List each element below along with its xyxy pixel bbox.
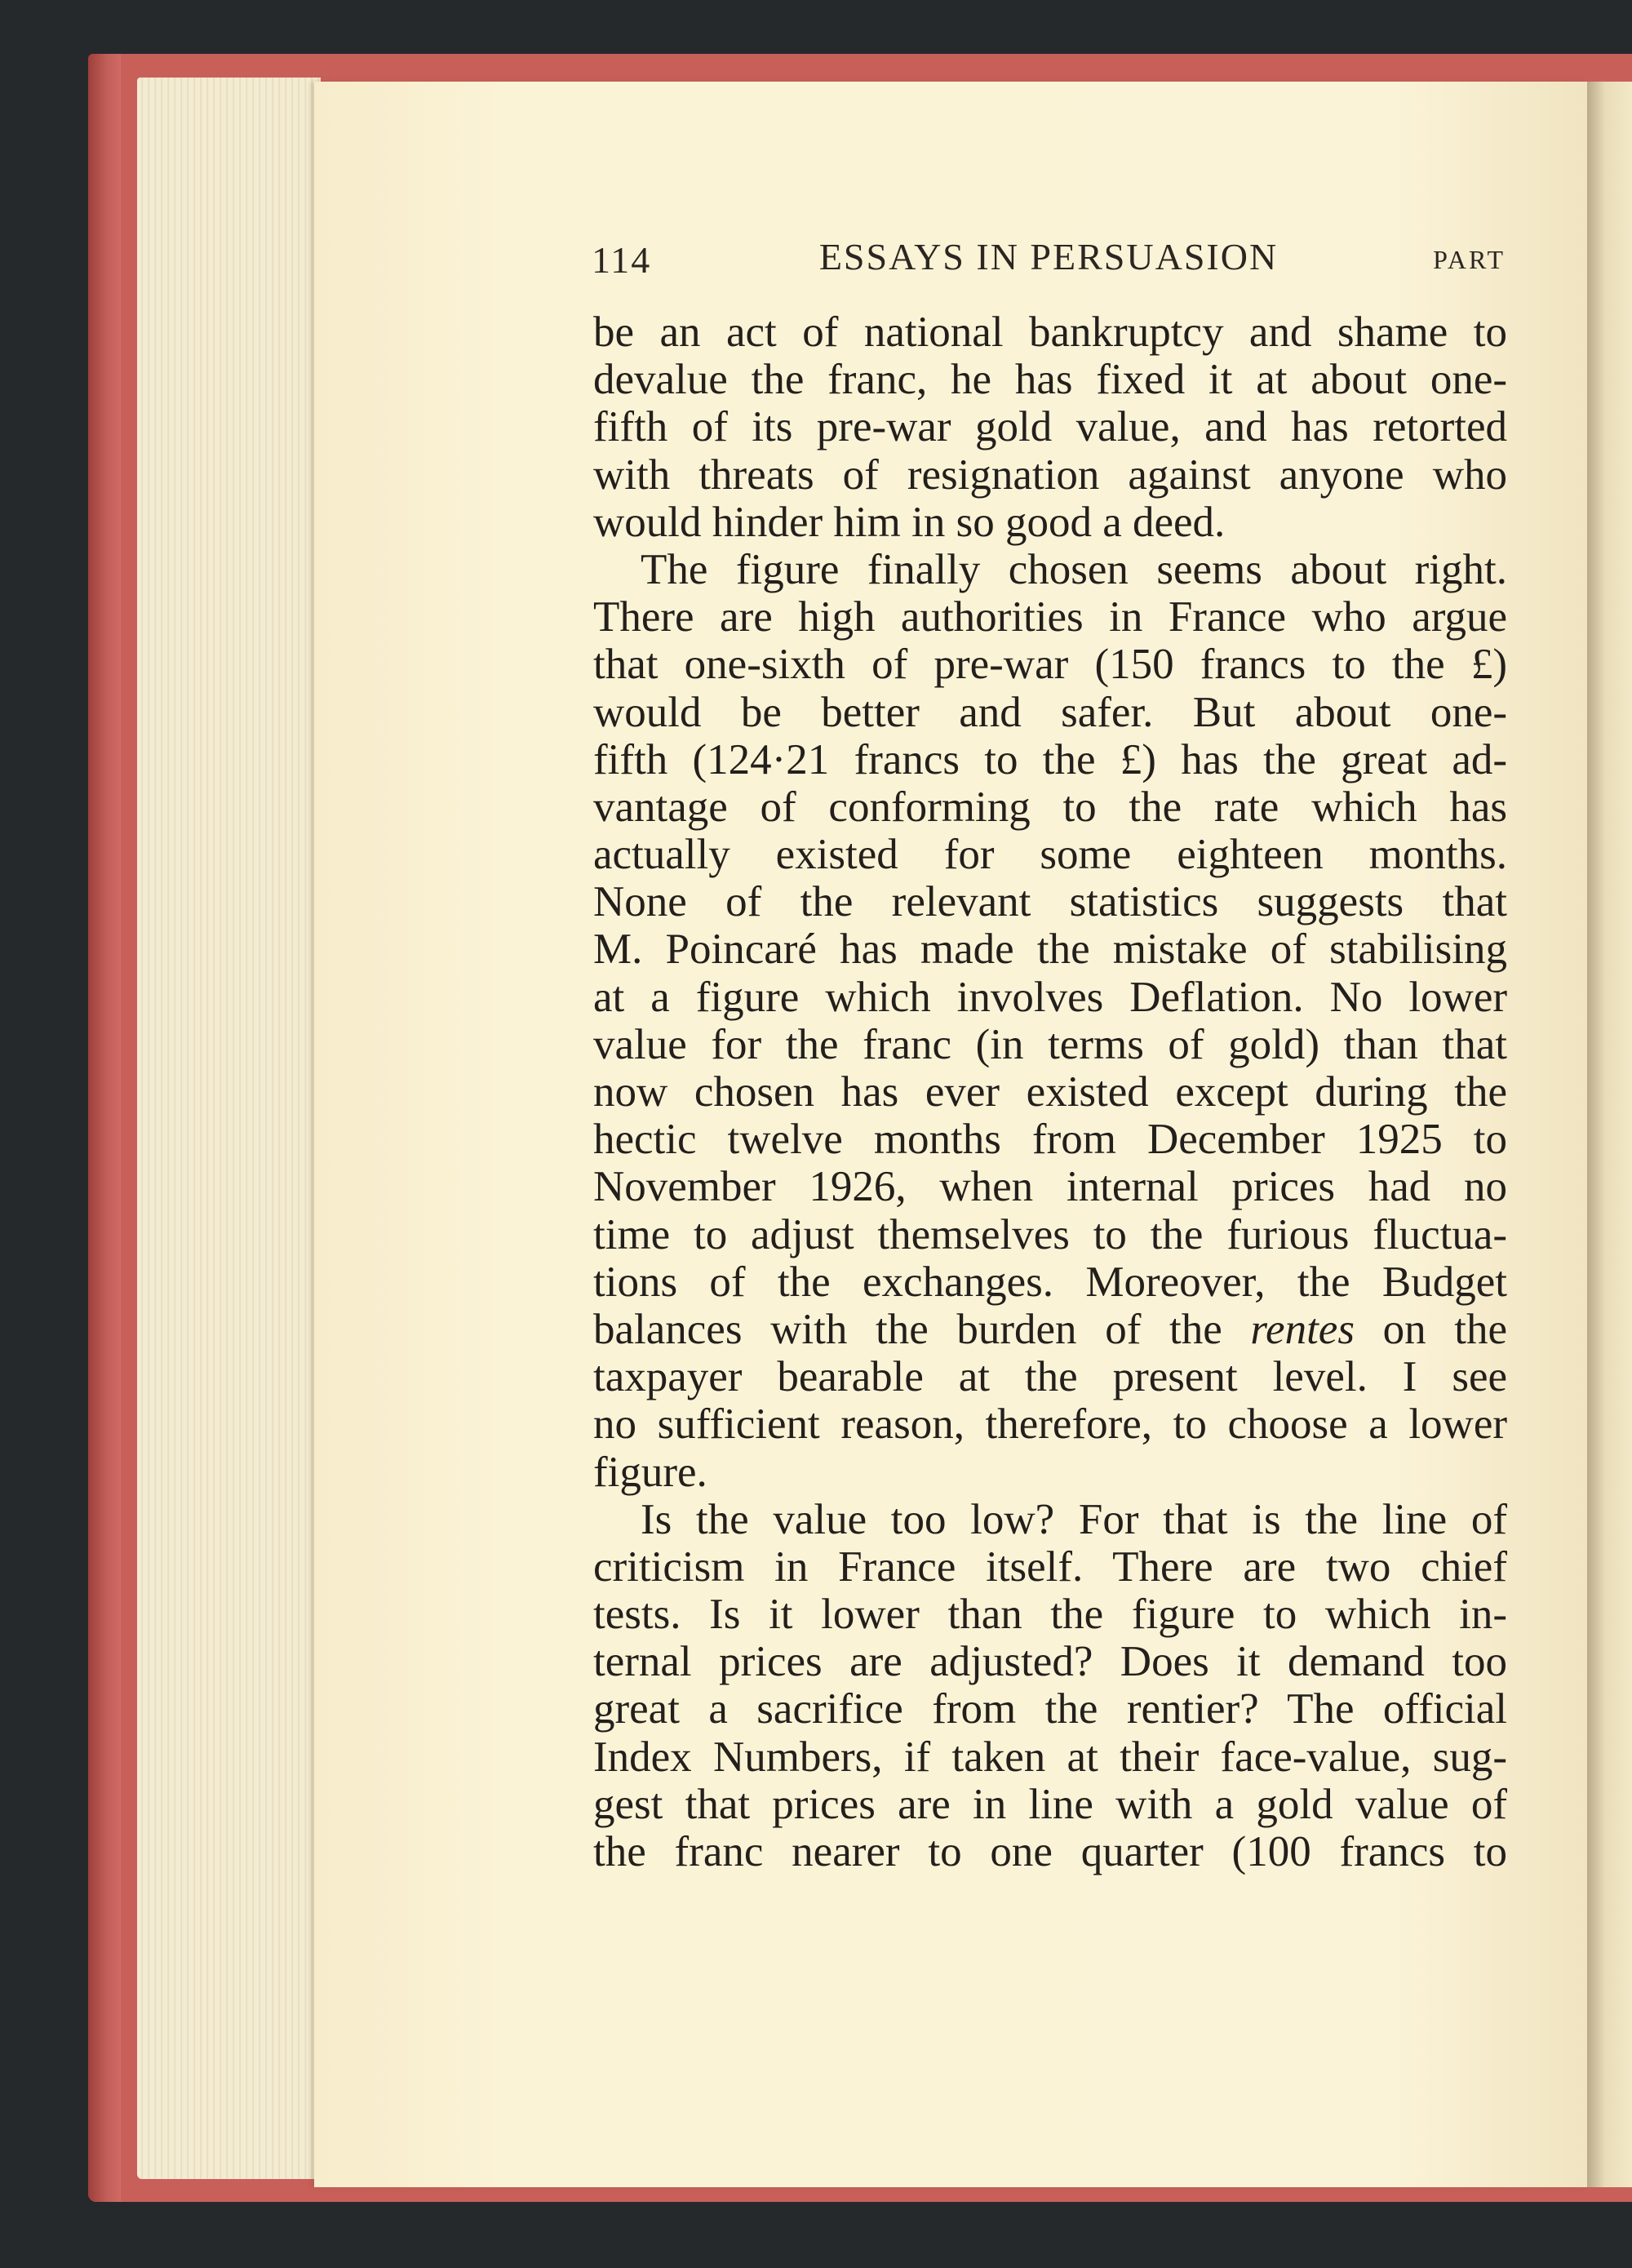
text-line: value for the franc (in terms of gold) than that — [593, 1020, 1507, 1068]
text-line: with threats of resignation against anyone who — [593, 450, 1507, 499]
text-segment: balances with the burden of the — [593, 1305, 1222, 1353]
text-line: time to adjust themselves to the furious fluctua- — [593, 1210, 1507, 1258]
text-line: There are high authorities in France who argue — [593, 593, 1507, 641]
running-title: ESSAYS IN PERSUASION — [818, 236, 1279, 277]
text-line: be an act of national bankruptcy and shame to — [593, 308, 1507, 356]
text-line: taxpayer bearable at the present level. I see — [593, 1353, 1507, 1401]
body-text — [593, 308, 1507, 1875]
text-line: fifth (124·21 francs to the £) has the great ad- — [593, 735, 1507, 783]
running-head — [592, 235, 1506, 284]
text-line: None of the relevant statistics suggests that — [593, 878, 1507, 926]
text-line: ternal prices are adjusted? Does it demand too — [593, 1638, 1507, 1686]
text-line: great a sacrifice from the rentier? The official — [593, 1685, 1507, 1733]
text-line: would be better and safer. But about one- — [593, 688, 1507, 736]
text-line: hectic twelve months from December 1925 to — [593, 1116, 1507, 1164]
text-line: devalue the franc, he has fixed it at about one- — [593, 356, 1507, 404]
text-line: that one-sixth of pre-war (150 francs to the £) — [593, 641, 1507, 689]
text-line: fifth of its pre-war gold value, and has retorted — [593, 403, 1507, 451]
text-segment: on the — [1382, 1305, 1507, 1353]
text-line-with-italic — [593, 1306, 1507, 1353]
text-line: the franc nearer to one quarter (100 francs to — [593, 1828, 1507, 1875]
text-line: vantage of conforming to the rate which has — [593, 783, 1507, 831]
book-gutter — [1587, 82, 1632, 2187]
text-line: at a figure which involves Deflation. No lower — [593, 973, 1507, 1021]
page-edges — [137, 78, 321, 2179]
text-line: figure. — [593, 1448, 707, 1496]
text-line: now chosen has ever existed except during the — [593, 1068, 1507, 1116]
text-line: would hinder him in so good a deed. — [593, 498, 1226, 546]
text-line: tests. Is it lower than the figure to which in- — [593, 1591, 1507, 1639]
part-label: PART — [1433, 245, 1506, 274]
paragraph-start-line: Is the value too low? For that is the line of — [641, 1495, 1507, 1543]
page-number: 114 — [592, 239, 652, 281]
paragraph-start-line: The figure finally chosen seems about right. — [641, 545, 1507, 593]
text-line: gest that prices are in line with a gold value of — [593, 1780, 1507, 1828]
text-line: tions of the exchanges. Moreover, the Budget — [593, 1258, 1507, 1306]
text-line: Index Numbers, if taken at their face-value, sug- — [593, 1733, 1507, 1781]
text-line: actually existed for some eighteen months. — [593, 831, 1507, 879]
text-line: no sufficient reason, therefore, to choose a lower — [593, 1400, 1507, 1449]
text-line: November 1926, when internal prices had no — [593, 1163, 1507, 1211]
text-line: M. Poincaré has made the mistake of stabilising — [593, 925, 1507, 974]
book-cover-edge — [88, 54, 121, 2202]
text-line: criticism in France itself. There are two chief — [593, 1542, 1507, 1591]
italic-word: rentes — [1250, 1305, 1355, 1353]
